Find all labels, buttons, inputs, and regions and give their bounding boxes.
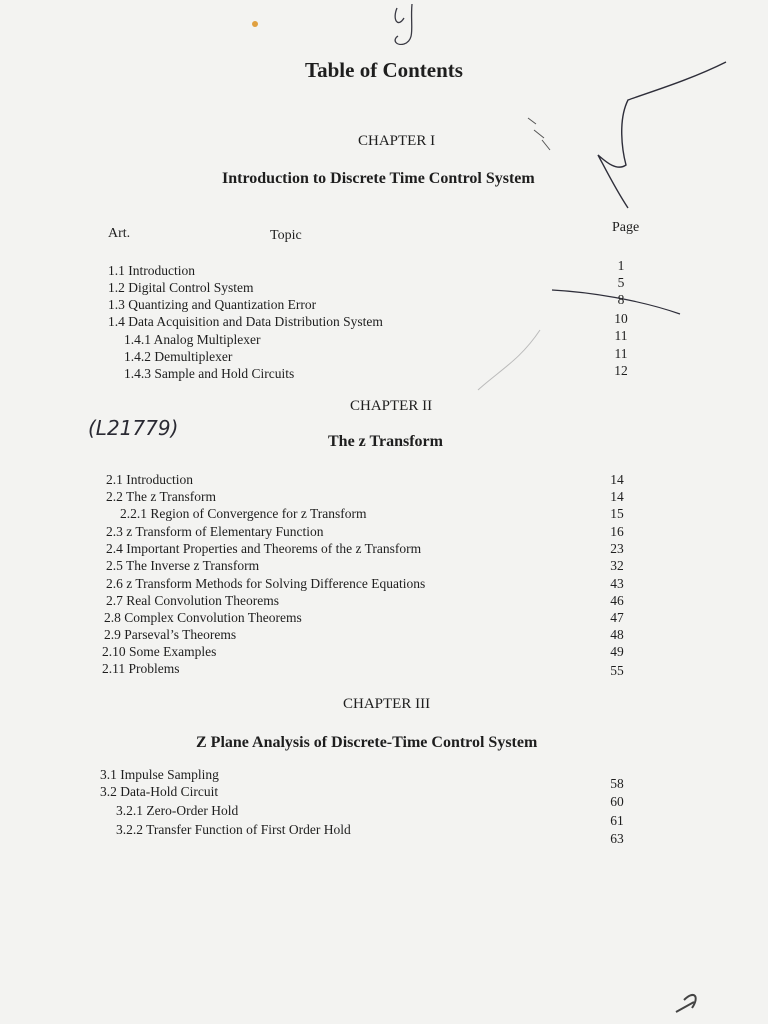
- toc-entry: 2.11 Problems: [102, 661, 180, 676]
- toc-page-number: 11: [614, 328, 628, 343]
- toc-page-number: 12: [614, 363, 628, 378]
- toc-entry: 2.4 Important Properties and Theorems of the z Transform: [106, 541, 422, 556]
- chapter-1-title: Introduction to Discrete Time Control System: [222, 170, 535, 187]
- toc-page-number: 47: [610, 610, 624, 625]
- toc-entry: 1.2 Digital Control System: [108, 280, 254, 295]
- toc-entry: 2.9 Parseval’s Theorems: [104, 627, 237, 642]
- handwritten-note: (L21779): [88, 416, 179, 440]
- toc-entry: 1.3 Quantizing and Quantization Error: [108, 297, 317, 312]
- toc-page-number: 55: [610, 663, 624, 678]
- toc-entry: 1.1 Introduction: [108, 263, 195, 278]
- toc-page-number: 61: [610, 813, 624, 828]
- toc-page-number: 43: [610, 576, 624, 591]
- toc-page-number: 32: [610, 558, 624, 573]
- toc-page-number: 49: [610, 644, 624, 659]
- chapter-3-title: Z Plane Analysis of Discrete-Time Control System: [196, 734, 538, 751]
- toc-entry: 2.3 z Transform of Elementary Function: [106, 524, 324, 539]
- toc-entry: 1.4.2 Demultiplexer: [124, 349, 233, 364]
- toc-page-number: 46: [610, 593, 624, 608]
- header-topic: Topic: [270, 228, 302, 243]
- toc-entry: 1.4 Data Acquisition and Data Distribution System: [108, 314, 383, 329]
- toc-page-number: 8: [617, 292, 625, 307]
- toc-entry: 2.6 z Transform Methods for Solving Difference Equations: [106, 576, 426, 591]
- toc-entry: 1.4.1 Analog Multiplexer: [124, 332, 261, 347]
- toc-page-number: 5: [617, 275, 625, 290]
- toc-page-number: 11: [614, 346, 628, 361]
- toc-page-number: 1: [617, 258, 625, 273]
- chapter-1-label: CHAPTER I: [358, 133, 436, 149]
- toc-entry: 2.2.1 Region of Convergence for z Transform: [120, 506, 367, 521]
- chapter-2-title: The z Transform: [328, 433, 443, 450]
- toc-entry: 3.2 Data-Hold Circuit: [100, 784, 219, 799]
- toc-page-number: 10: [614, 311, 628, 326]
- chapter-2-label: CHAPTER II: [350, 398, 433, 414]
- toc-entry: 2.10 Some Examples: [102, 644, 217, 659]
- toc-entry: 2.2 The z Transform: [106, 489, 216, 504]
- chapter-3-label: CHAPTER III: [343, 696, 431, 712]
- toc-entry: 2.7 Real Convolution Theorems: [106, 593, 279, 608]
- toc-page-number: 15: [610, 506, 624, 521]
- toc-page-number: 14: [610, 489, 624, 504]
- toc-entry: 3.2.1 Zero-Order Hold: [116, 803, 239, 818]
- toc-entry: 3.1 Impulse Sampling: [100, 767, 219, 782]
- header-art: Art.: [108, 226, 131, 241]
- toc-page-number: 14: [610, 472, 624, 487]
- toc-page-number: 16: [610, 524, 624, 539]
- toc-entry: 2.8 Complex Convolution Theorems: [104, 610, 302, 625]
- header-page: Page: [612, 220, 640, 235]
- toc-page-number: 60: [610, 794, 624, 809]
- document-title: Table of Contents: [305, 58, 463, 82]
- toc-entry: 2.5 The Inverse z Transform: [106, 558, 260, 573]
- toc-page-number: 48: [610, 627, 624, 642]
- toc-page-number: 63: [610, 831, 624, 846]
- toc-page-number: 58: [610, 776, 624, 791]
- toc-page-number: 23: [610, 541, 624, 556]
- toc-entry: 3.2.2 Transfer Function of First Order Hold: [116, 822, 351, 837]
- toc-entry: 2.1 Introduction: [106, 472, 193, 487]
- toc-entry: 1.4.3 Sample and Hold Circuits: [124, 366, 295, 381]
